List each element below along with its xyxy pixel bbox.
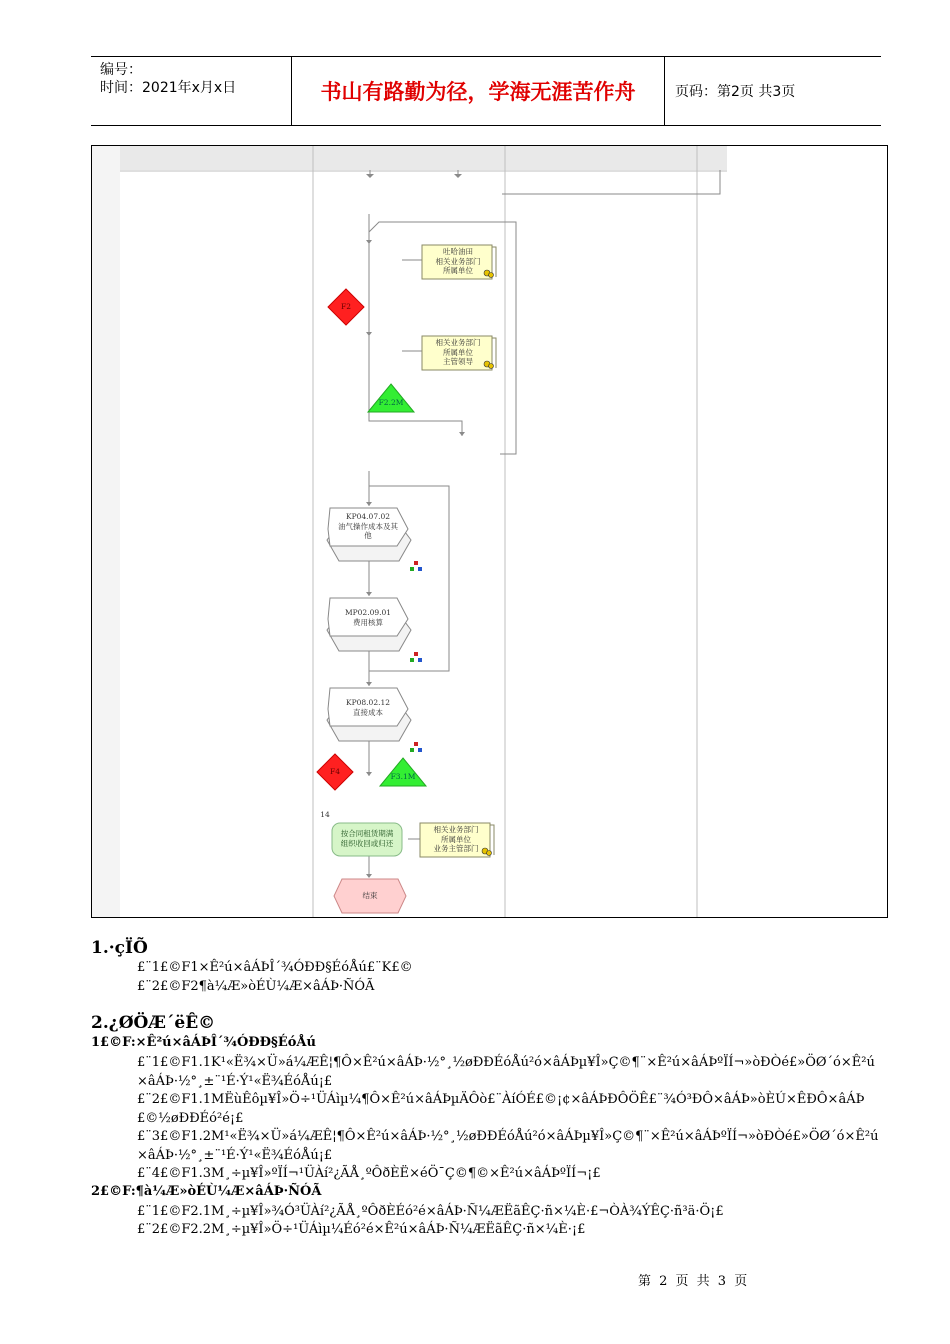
dept-box-3-label: 相关业务部门 所属单位 业务主管部门 (433, 825, 479, 853)
lane-header-inner (120, 146, 727, 170)
section-control-title: 2.¿ØÖÆ´ëÊ© (91, 1013, 216, 1033)
risk-diamond-f4-label: F4 (330, 767, 340, 776)
hierarchy-icons (410, 561, 422, 752)
end-label: 结束 (362, 891, 378, 900)
process-kp080212-label: KP08.02.12 直接成本 (345, 698, 391, 717)
time-label: 时间：2021年x月x日 (100, 80, 237, 96)
header-motto: 书山有路勤为径，学海无涯苦作舟 (292, 57, 665, 125)
control-f1-item: £¨1£©F1.1K¹«Ë¾×Ü»á¼ÆÊ¦¶Ô×Ê²ú×âÁÞ·½°¸½øÐÐÉóÅú²ó×âÁÞµ¥Î»Ç©¶¨×Ê²ú×âÁÞºÏÍ¬»òÐÒé£»ÖØ´ó×Ê²ú×âÁÞ·½°¸±¨¹É·Ý¹«Ë¾ÉóÅú¡£ (137, 1055, 875, 1089)
header-meta (91, 57, 292, 125)
page-header (91, 56, 881, 126)
process-kp040702-label: KP04.07.02 油气操作成本及其 他 (338, 512, 398, 540)
dept-box-1-label: 吐哈油田 相关业务部门 所属单位 (435, 247, 481, 275)
risk-item: £¨2£©F2¶à¼Æ»òÉÙ¼Æ×âÁÞ·ÑÓÃ (137, 979, 375, 994)
page-indicator: 页码：第2页 共3页 (675, 84, 796, 100)
task-14-label: 按合同租赁期满 组织收回或归还 (340, 829, 394, 848)
control-f1-title: 1£©F:×Ê²ú×âÁÞÎ´¾ÓÐÐ§ÉóÅú (91, 1035, 316, 1050)
control-triangle-f31m-label: F3.1M (390, 772, 416, 781)
dept-box-2-label: 相关业务部门 所属单位 主管领导 (435, 338, 481, 366)
control-triangle-f22m-label: F2.2M (378, 398, 404, 407)
number-label: 编号： (100, 62, 142, 78)
control-f1-item: £¨2£©F1.1MËùÊôµ¥Î»Ö÷¹ÜÁìµ¼¶Ô×Ê²ú×âÁÞµÄÔò£¨ÀíÓÉ£©¡¢×âÁÞÐÔÖÊ£¨¾Ó³ÐÔ×âÁÞ»òÈÚ×ÊÐÔ×âÁÞ£©½øÐÐÉó²é¡£ (137, 1092, 865, 1126)
control-f1-item: £¨4£©F1.3M¸÷µ¥Î»ºÏÍ¬¹ÜÀí²¿ÃÅ¸ºÔðÈË×éÖ¯Ç©¶©×Ê²ú×âÁÞºÏÍ¬¡£ (137, 1166, 601, 1181)
section-risk-title: 1.·çÏÕ (91, 938, 148, 958)
risk-diamond-f2-label: F2 (341, 302, 351, 311)
flowchart-frame (91, 145, 888, 918)
control-f2-item: £¨1£©F2.1M¸÷µ¥Î»¾Ó³ÜÀí²¿ÃÅ¸ºÔðÈÉó²é×âÁÞ·Ñ¼ÆËãÊÇ·ñ×¼È·£¬ÒÀ¾ÝÊÇ·ñ³ä·Ö¡£ (137, 1204, 724, 1219)
page-footer: 第 2 页 共 3 页 (638, 1274, 750, 1289)
process-mp020901-label: MP02.09.01 费用核算 (344, 608, 392, 627)
lane-gutter (92, 146, 120, 918)
control-f2-title: 2£©F:¶à¼Æ»òÉÙ¼Æ×âÁÞ·ÑÓÃ (91, 1184, 322, 1199)
risk-item: £¨1£©F1×Ê²ú×âÁÞÎ´¾ÓÐÐ§ÉóÅú£¨K£© (137, 960, 413, 975)
step-number: 14 (320, 810, 330, 819)
control-f2-item: £¨2£©F2.2M¸÷µ¥Î»Ö÷¹ÜÁìµ¼Éó²é×Ê²ú×âÁÞ·Ñ¼ÆËãÊÇ·ñ×¼È·¡£ (137, 1222, 586, 1237)
control-f1-item: £¨3£©F1.2M¹«Ë¾×Ü»á¼ÆÊ¦¶Ô×Ê²ú×âÁÞ·½°¸½øÐÐÉóÅú²ó×âÁÞµ¥Î»Ç©¶¨×Ê²ú×âÁÞºÏÍ¬»òÐÒé£»ÖØ´ó×Ê²ú×âÁÞ·½°¸±¨¹É·Ý¹«Ë¾ÉóÅú¡£ (137, 1129, 879, 1163)
